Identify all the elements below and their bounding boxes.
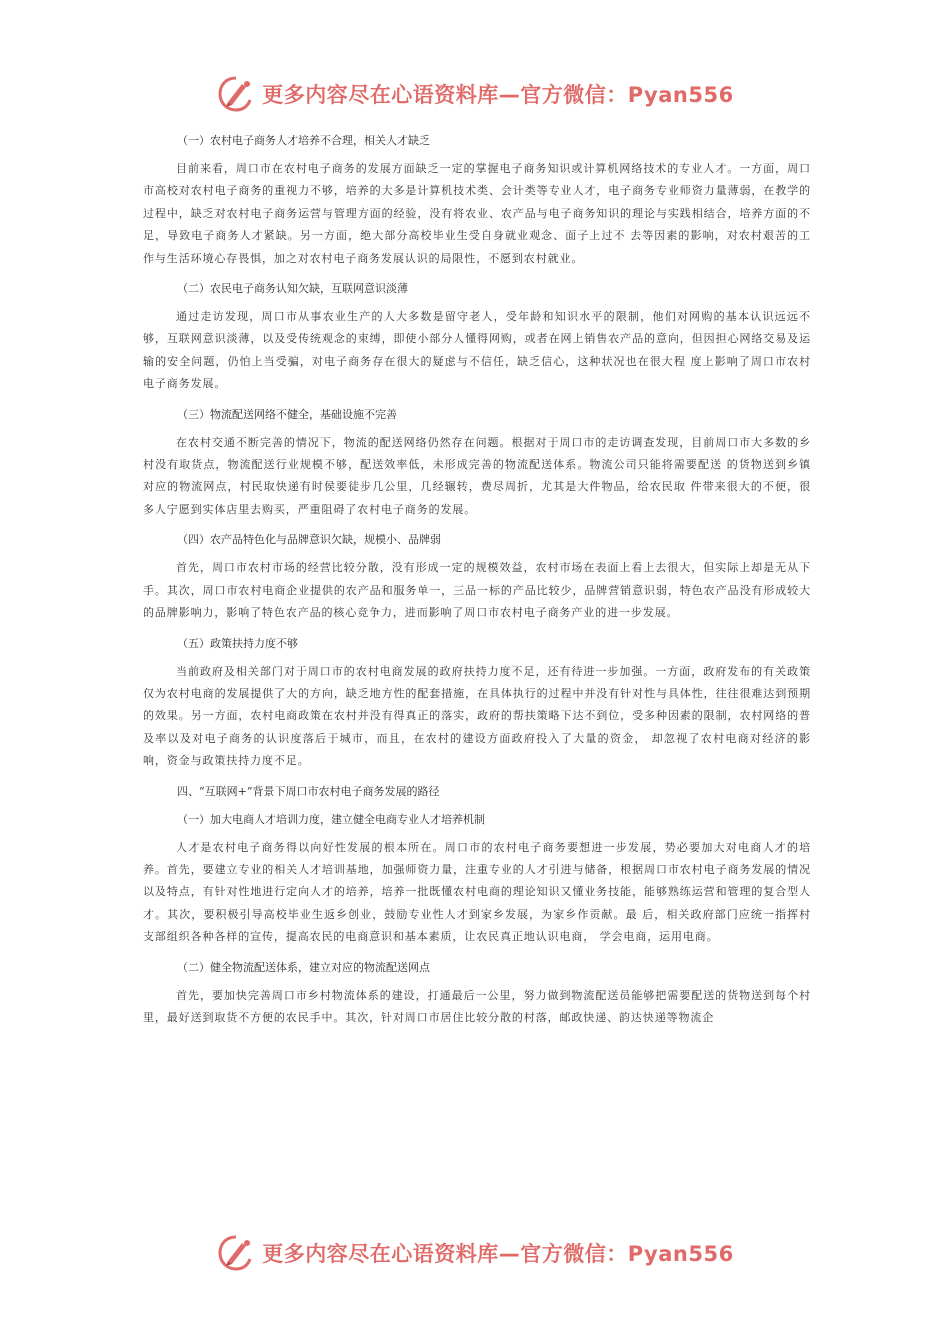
paragraph: 首先，要加快完善周口市乡村物流体系的建设，打通最后一公里，努力做到物流配送员能够把需要配送的货物送到每个村里，最好送到取货不方便的农民手中。其次，针对周口市居住比较分散的村落，邮政快递、韵达快递等物流企 [143, 988, 811, 1024]
section-heading: （一）加大电商人才培训力度，建立健全电商专业人才培养机制 [177, 812, 485, 826]
document-body [143, 124, 811, 1037]
section-heading: （三）物流配送网络不健全，基础设施不完善 [177, 407, 397, 421]
paragraph: 通过走访发现，周口市从事农业生产的人大多数是留守老人，受年龄和知识水平的限制，他们对网购的基本认识远远不够，互联网意识淡薄，以及受传统观念的束缚，即使小部分人懂得网购，或者在网上销售农产品的意向，但因担心网络交易及运输的安全问题，仍怕上当受骗，对电子商务存在很大的疑虑与不信任，缺乏信心，这种状况也在很大程 度上影响了周口市农村电子商务发展。 [143, 310, 811, 391]
paragraph: 人才是农村电子商务得以向好性发展的根本所在。周口市的农村电子商务要想进一步发展，势必要加大对电商人才的培养。首先，要建立专业的相关人才培训基地，加强师资力量，注重专业的人才引进与储备，根据周口市农村电子商务发展的情况以及特点，有针对性地进行定向人才的培养，培养一批既懂农村电商的理论知识又懂业务技能，能够熟练运营和管理的复合型人才。其次，要积极引导高校毕业生返乡创业，鼓励专业性人才到家乡发展，为家乡作贡献。最 后，相关政府部门应统一指挥村支部组织各种各样的宣传，提高农民的电商意识和基本素质，让农民真正地认识电商， 学会电商，运用电商。 [143, 840, 811, 944]
banner-text: 更多内容尽在心语资料库—官方微信：Pyan556 [262, 1242, 734, 1266]
footer-banner [0, 1233, 950, 1273]
section-heading: （二）健全物流配送体系，建立对应的物流配送网点 [177, 960, 430, 974]
paragraph: 当前政府及相关部门对于周口市的农村电商发展的政府扶持力度不足，还有待进一步加强。一方面，政府发布的有关政策仅为农村电商的发展提供了大的方向，缺乏地方性的配套措施，在具体执行的过程中并没有针对性与具体性，往往很难达到预期的效果。另一方面，农村电商政策在农村并没有得真正的落实，政府的帮扶策略下达不到位，受多种因素的限制，农村网络的普及率以及对电子商务的认识度落后于城市，而且，在农村的建设方面政府投入了大量的资金， 却忽视了农村电商对经济的影响，资金与政策扶持力度不足。 [143, 664, 811, 768]
paragraph: 目前来看，周口市在农村电子商务的发展方面缺乏一定的掌握电子商务知识或计算机网络技术的专业人才。一方面，周口市高校对农村电子商务的重视力不够，培养的大多是计算机技术类、会计类等专业人才，电子商务专业师资力量薄弱，在教学的过程中，缺乏对农村电子商务运营与管理方面的经验，没有将农业、农产品与电子商务知识的理论与实践相结合，培养方面的不足，导致电子商务人才紧缺。另一方面，绝大部分高校毕业生受自身就业观念、面子上过不 去等因素的影响，对农村艰苦的工作与生活环境心存畏惧，加之对农村电子商务发展认识的局限性，不愿到农村就业。 [143, 162, 811, 265]
paragraph: 首先，周口市农村市场的经营比较分散，没有形成一定的规模效益，农村市场在表面上看上去很大，但实际上却是无从下手。其次，周口市农村电商企业提供的农产品和服务单一，三品一标的产品比较少，品牌营销意识弱，特色农产品没有形成较大的品牌影响力，影响了特色农产品的核心竞争力，进而影响了周口市农村电子商务产业的进一步发展。 [143, 561, 811, 620]
section-heading: （四）农产品特色化与品牌意识欠缺，规模小、品牌弱 [177, 533, 441, 547]
section-heading: （二）农民电子商务认知欠缺，互联网意识淡薄 [177, 282, 408, 296]
section-heading: 四、“互联网+”背景下周口市农村电子商务发展的路径 [177, 784, 440, 798]
section-heading: （一）农村电子商务人才培养不合理，相关人才缺乏 [177, 134, 430, 147]
header-banner [0, 74, 950, 114]
section-heading: （五）政策扶持力度不够 [177, 636, 298, 650]
paragraph: 在农村交通不断完善的情况下，物流的配送网络仍然存在问题。根据对于周口市的走访调查发现，目前周口市大多数的乡村没有取货点，物流配送行业规模不够，配送效率低，未形成完善的物流配送体系。物流公司只能将需要配送 的货物送到乡镇对应的物流网点，村民取快递有时侯要徒步几公里，几经辗转，费尽周折，尤其是大件物品，给农民取 件带来很大的不便，很多人宁愿到实体店里去购买，严重阻碍了农村电子商务的发展。 [143, 435, 811, 516]
banner-text: 更多内容尽在心语资料库—官方微信：Pyan556 [262, 83, 734, 107]
logo-icon [216, 1234, 256, 1272]
logo-icon [216, 75, 256, 113]
